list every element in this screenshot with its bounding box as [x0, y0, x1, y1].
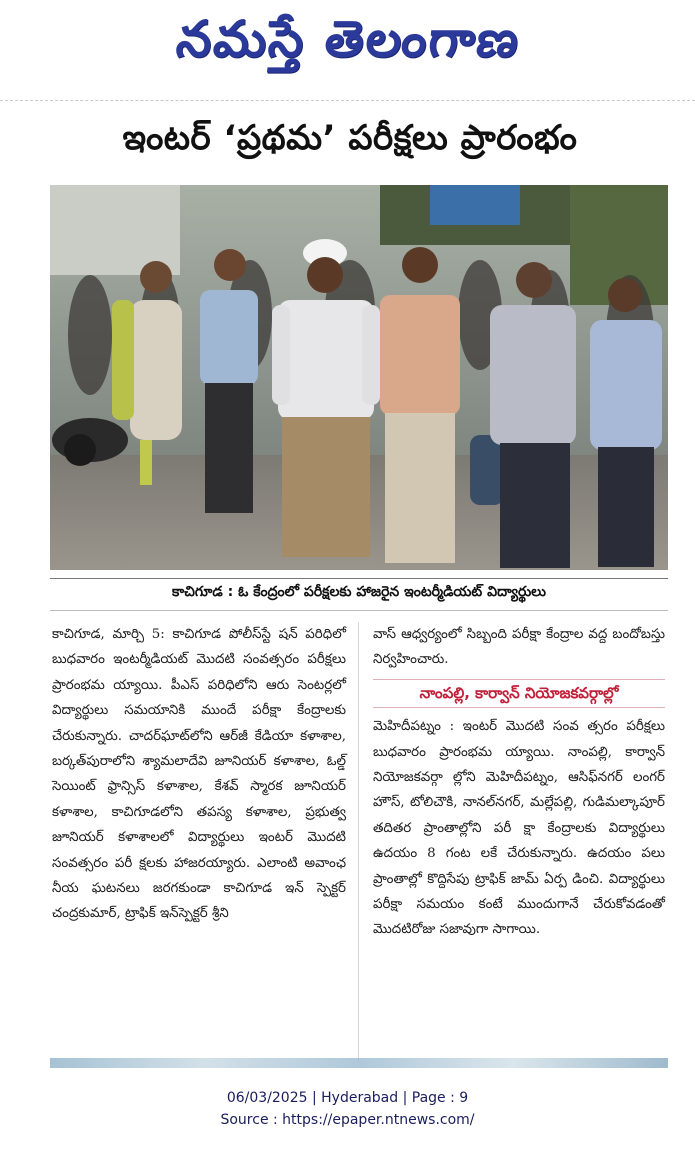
masthead [0, 0, 695, 96]
right-column-intro-text: వాస్ ఆధ్వర్యంలో సిబ్బంది పరీక్షా కేంద్రాల వద్ద బందోబస్తు నిర్వహించారు. [373, 627, 665, 668]
photo-caption: కాచిగూడ : ఓ కేంద్రంలో పరీక్షలకు హాజరైన ఇంటర్మీడియట్ విద్యార్థులు [172, 584, 546, 600]
caption-bottom-rule [50, 610, 668, 611]
left-column-text: కాచిగూడ, మార్చి 5: కాచిగూడ పోలీస్‌స్టే షన్ పరిధిలో బుధవారం ఇంటర్మీడియట్ మొదటి సంవత్సరం పరీక్షలు ప్రారంభమ య్యాయి. పీఎస్ పరిధిలోని ఆరు సెంటర్లలో విద్యార్థులు సమయానికి ముందే పరీక్షా కేంద్రాలకు చేరుకున్నారు. చాదర్‌ఘాట్‌లోని ఆర్‌జీ కేడియా కళాశాల, బర్కత్‌పురాలోని శ్యామలాదేవి జూనియర్ కళాశాల, ఓల్డ్ సెయింట్ ఫ్రాన్సిస్ కళాశాల, కేశవ్ స్మారక జూనియర్ కళాశాల, కాచిగూడలోని తపస్య కళాశాల, ప్రభుత్వ జూనియర్ కళాశాలలో విద్యార్థులు ఇంటర్ మొదటి సంవత్సరం పరీ క్షలకు హాజరయ్యారు. ఎలాంటి అవాంఛ నీయ ఘటనలు జరగకుండా కాచిగూడ ఇన్ స్పెక్టర్ చంద్రకుమార్, ట్రాఫిక్ ఇన్‌స్పెక్టర్ శ్రీని [52, 627, 346, 922]
article-body-right-column [373, 622, 665, 943]
newspaper-logo-title: నమస్తే తెలంగాణ [173, 10, 524, 68]
subheading-box [373, 679, 665, 708]
article-headline: ఇంటర్ ‘ప్రథమ’ పరీక్షలు ప్రారంభం [122, 118, 578, 158]
footer-source-link[interactable]: Source : https://epaper.ntnews.com/ [220, 1112, 475, 1128]
footer-dateline: 06/03/2025 | Hyderabad | Page : 9 [226, 1090, 469, 1106]
crowd-photo-illustration [50, 185, 668, 570]
article-subheading: నాంపల్లి, కార్వాన్ నియోజకవర్గాల్లో [419, 683, 619, 702]
article-body-left-column [52, 622, 346, 927]
next-article-photo-strip [50, 1058, 668, 1068]
article-photo [50, 185, 668, 570]
right-column-body-text: మెహిదీపట్నం : ఇంటర్ మొదటి సంవ త్సరం పరీక్షలు బుధవారం ప్రారంభమ య్యాయి. నాంపల్లి, కార్వాన్ నియోజకవర్గా ల్లోని మెహిదీపట్నం, ఆసిఫ్‌నగర్ లంగర్ హౌస్, టోలిచౌకి, నానల్‌నగర్, మల్లేపల్లి, గుడిమల్కాపూర్ తదితర ప్రాంతాల్లోని పరీ క్షా కేంద్రాలకు విద్యార్థులు ఉదయం 8 గంట లకే చేరుకున్నారు. ఉదయం పలు ప్రాంతాల్లో కొద్దిసేపు ట్రాఫిక్ జామ్ ఏర్ప డించి. విద్యార్థులు పరీక్షా సమయం కంటే ముందుగానే చేరుకోవడంతో మొదటిరోజు సజావుగా సాగాయి. [373, 719, 665, 938]
masthead-divider [0, 100, 695, 101]
column-divider [358, 622, 359, 1062]
caption-top-rule [50, 578, 668, 579]
